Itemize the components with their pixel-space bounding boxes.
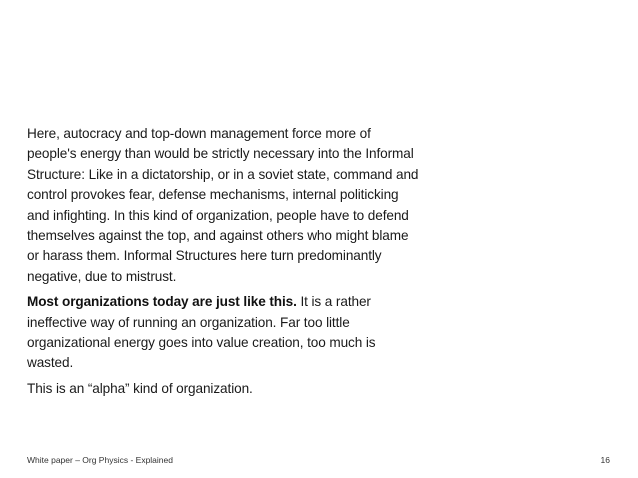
paragraph-2 [27, 292, 419, 374]
paragraph-2-text: It is a rather ineffective way of running an organization. Far too little organizational energy goes into value creation, too much is wasted. [27, 294, 376, 371]
paragraph-1: Here, autocracy and top-down management force more of people's energy than would be strictly necessary into the Informal Structure: Like in a dictatorship, or in a soviet state, command and control provokes fear, defense mechanisms, internal politicking and infighting. In this kind of organization, people have to defend themselves against the top, and against others who might blame or harass them. Informal Structures here turn predominantly negative, due to mistrust. [27, 126, 419, 284]
body-text [27, 124, 419, 399]
paragraph-3: This is an “alpha” kind of organization. [27, 380, 253, 396]
page-number: 16 [600, 455, 610, 465]
footer-document-title: White paper – Org Physics - Explained [27, 455, 173, 465]
paragraph-2-emphasis: Most organizations today are just like this. [27, 294, 297, 310]
